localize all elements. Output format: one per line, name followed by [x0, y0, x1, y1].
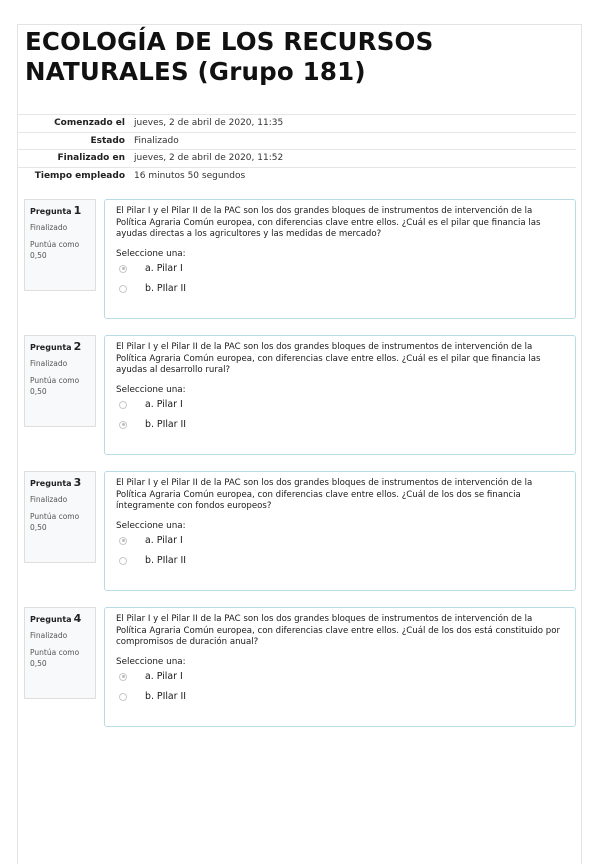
- question-number-value: 4: [73, 612, 82, 625]
- summary-row-started: [18, 115, 576, 133]
- summary-row-state: [18, 132, 576, 150]
- summary-value: jueves, 2 de abril de 2020, 11:35: [130, 115, 576, 133]
- question-state: Finalizado: [30, 223, 68, 232]
- question-content: [104, 471, 576, 591]
- question-info: [24, 471, 96, 563]
- summary-label: Comenzado el: [18, 115, 130, 133]
- answer-prompt: Seleccione una:: [116, 656, 186, 667]
- answer-option-b[interactable]: [119, 687, 564, 707]
- question-number-label: Pregunta: [30, 615, 72, 624]
- question-4: [24, 607, 576, 727]
- quiz-review-page: [17, 24, 582, 864]
- question-state: Finalizado: [30, 631, 68, 640]
- option-label: b. PIlar II: [145, 555, 187, 567]
- grade-label: Puntúa como: [30, 512, 80, 521]
- question-number-value: 3: [73, 476, 82, 489]
- answer-option-a[interactable]: [119, 667, 564, 687]
- answer-option-a[interactable]: [119, 259, 564, 279]
- question-grade: [30, 375, 90, 397]
- option-label: a. Pilar I: [145, 263, 183, 275]
- question-number: [30, 476, 90, 489]
- radio-icon[interactable]: [119, 693, 127, 701]
- radio-checked-icon[interactable]: [119, 673, 127, 681]
- question-text: El Pilar I y el Pilar II de la PAC son los dos grandes bloques de instrumentos de intervención de la Política Agraria Común europea, con diferencias clave entre ellos. ¿Cuál es el pilar que financia las ayudas directas a los agricultores y las medidas de mercado?: [116, 206, 541, 240]
- grade-value: 0,50: [30, 523, 47, 532]
- option-label: a. Pilar I: [145, 535, 183, 547]
- question-number: [30, 340, 90, 353]
- question-state: Finalizado: [30, 495, 68, 504]
- summary-label: Tiempo empleado: [18, 167, 130, 185]
- question-number: [30, 204, 90, 217]
- question-number-value: 1: [73, 204, 82, 217]
- grade-label: Puntúa como: [30, 376, 80, 385]
- question-number: [30, 612, 90, 625]
- grade-value: 0,50: [30, 659, 47, 668]
- summary-row-time-taken: [18, 167, 576, 185]
- question-number-value: 2: [73, 340, 82, 353]
- radio-checked-icon[interactable]: [119, 537, 127, 545]
- grade-label: Puntúa como: [30, 648, 80, 657]
- answer-prompt: Seleccione una:: [116, 520, 186, 531]
- radio-checked-icon[interactable]: [119, 265, 127, 273]
- radio-checked-icon[interactable]: [119, 421, 127, 429]
- question-content: [104, 199, 576, 319]
- radio-icon[interactable]: [119, 557, 127, 565]
- question-number-label: Pregunta: [30, 479, 72, 488]
- grade-value: 0,50: [30, 387, 47, 396]
- attempt-summary-table: [18, 114, 576, 185]
- answer-option-b[interactable]: [119, 551, 564, 571]
- question-state: Finalizado: [30, 359, 68, 368]
- question-grade: [30, 511, 90, 533]
- summary-label: Estado: [18, 132, 130, 150]
- answer-prompt: Seleccione una:: [116, 384, 186, 395]
- grade-label: Puntúa como: [30, 240, 80, 249]
- summary-label: Finalizado en: [18, 150, 130, 168]
- option-label: a. Pilar I: [145, 399, 183, 411]
- option-label: a. Pilar I: [145, 671, 183, 683]
- question-number-label: Pregunta: [30, 207, 72, 216]
- question-grade: [30, 239, 90, 261]
- question-info: [24, 199, 96, 291]
- question-text: El Pilar I y el Pilar II de la PAC son los dos grandes bloques de instrumentos de intervención de la Política Agraria Común europea, con diferencias clave entre ellos. ¿Cuál de los dos está constituido por compromisos de duración anual?: [116, 614, 561, 648]
- question-1: [24, 199, 576, 319]
- summary-value: jueves, 2 de abril de 2020, 11:52: [130, 150, 576, 168]
- answer-option-b[interactable]: [119, 415, 564, 435]
- summary-row-finished: [18, 150, 576, 168]
- radio-icon[interactable]: [119, 401, 127, 409]
- question-text: El Pilar I y el Pilar II de la PAC son los dos grandes bloques de instrumentos de intervención de la Política Agraria Común europea, con diferencias clave entre ellos. ¿Cuál de los dos se financia íntegramente con fondos europeos?: [116, 478, 533, 512]
- option-label: b. PIlar II: [145, 283, 187, 295]
- answer-option-b[interactable]: [119, 279, 564, 299]
- summary-value: 16 minutos 50 segundos: [130, 167, 576, 185]
- question-content: [104, 335, 576, 455]
- summary-value: Finalizado: [130, 132, 576, 150]
- question-number-label: Pregunta: [30, 343, 72, 352]
- question-info: [24, 335, 96, 427]
- option-label: b. PIlar II: [145, 419, 187, 431]
- answer-option-a[interactable]: [119, 395, 564, 415]
- question-3: [24, 471, 576, 591]
- page-title: ECOLOGÍA DE LOS RECURSOS NATURALES (Grupo 181): [25, 27, 434, 86]
- question-info: [24, 607, 96, 699]
- answer-prompt: Seleccione una:: [116, 248, 186, 259]
- radio-icon[interactable]: [119, 285, 127, 293]
- option-label: b. PIlar II: [145, 691, 187, 703]
- answer-option-a[interactable]: [119, 531, 564, 551]
- grade-value: 0,50: [30, 251, 47, 260]
- question-content: [104, 607, 576, 727]
- question-2: [24, 335, 576, 455]
- question-text: El Pilar I y el Pilar II de la PAC son los dos grandes bloques de instrumentos de intervención de la Política Agraria Común europea, con diferencias clave entre ellos. ¿Cuál es el pilar que financia las ayudas al desarrollo rural?: [116, 342, 541, 376]
- question-grade: [30, 647, 90, 669]
